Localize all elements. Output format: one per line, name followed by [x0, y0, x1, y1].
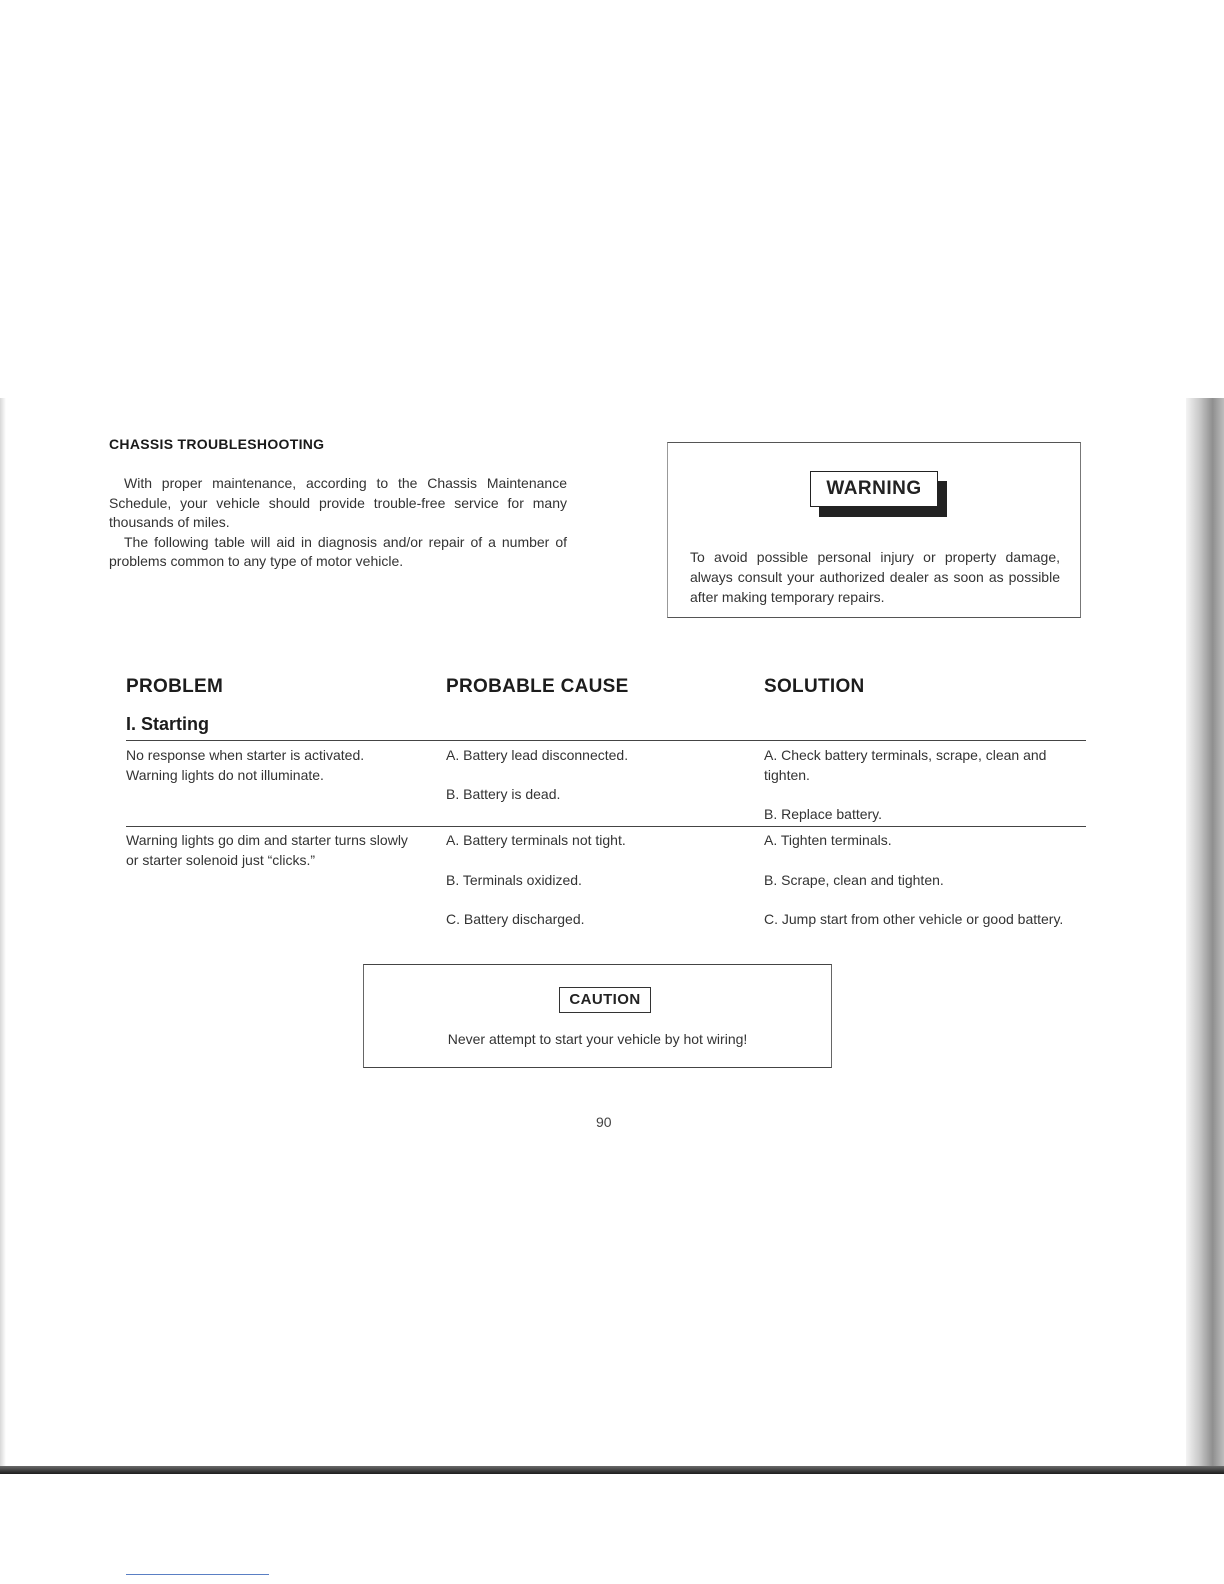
row-solution: A. Tighten terminals. — [764, 832, 892, 848]
row-solution: B. Scrape, clean and tighten. — [764, 872, 944, 888]
warning-badge: WARNING — [810, 471, 938, 507]
page-number: 90 — [596, 1114, 612, 1130]
column-header-probable-cause: PROBABLE CAUSE — [446, 676, 629, 697]
intro-text — [109, 474, 567, 572]
table-subheading: I. Starting — [126, 714, 210, 734]
row-cause: B. Terminals oxidized. — [446, 872, 582, 888]
table-rule — [126, 826, 1086, 827]
warning-box — [667, 442, 1081, 618]
row-problem: No response when starter is activated. Warning lights do not illuminate. — [126, 747, 365, 783]
intro-paragraph: The following table will aid in diagnosis and/or repair of a number of problems common to any type of motor vehicle. — [109, 533, 567, 569]
page-binding-shadow — [1186, 398, 1224, 1472]
caution-badge: CAUTION — [559, 987, 651, 1013]
row-solution: A. Check battery terminals, scrape, clean and tighten. — [764, 747, 1047, 783]
row-cause: B. Battery is dead. — [446, 786, 561, 802]
caution-box — [363, 964, 832, 1068]
row-problem: Warning lights go dim and starter turns slowly or starter solenoid just “clicks.” — [126, 832, 408, 868]
row-solution: C. Jump start from other vehicle or good battery. — [764, 911, 1064, 927]
page-bottom-edge — [0, 1466, 1224, 1474]
row-solution: B. Replace battery. — [764, 806, 883, 822]
table-rule — [126, 740, 1086, 741]
intro-paragraph: With proper maintenance, according to the Chassis Maintenance Schedule, your vehicle should provide trouble-free service for many thousands of miles. — [109, 475, 567, 530]
warning-text: To avoid possible personal injury or property damage, always consult your authorized dealer as soon as possible after making temporary repairs. — [690, 549, 1060, 605]
row-cause: A. Battery lead disconnected. — [446, 747, 629, 763]
stray-underline — [126, 1574, 269, 1575]
row-cause: A. Battery terminals not tight. — [446, 832, 626, 848]
page-left-edge — [0, 398, 6, 1472]
caution-text: Never attempt to start your vehicle by hot wiring! — [447, 1031, 748, 1047]
column-header-problem: PROBLEM — [126, 676, 224, 697]
column-header-solution: SOLUTION — [764, 676, 865, 697]
section-title: CHASSIS TROUBLESHOOTING — [109, 436, 325, 452]
row-cause: C. Battery discharged. — [446, 911, 585, 927]
